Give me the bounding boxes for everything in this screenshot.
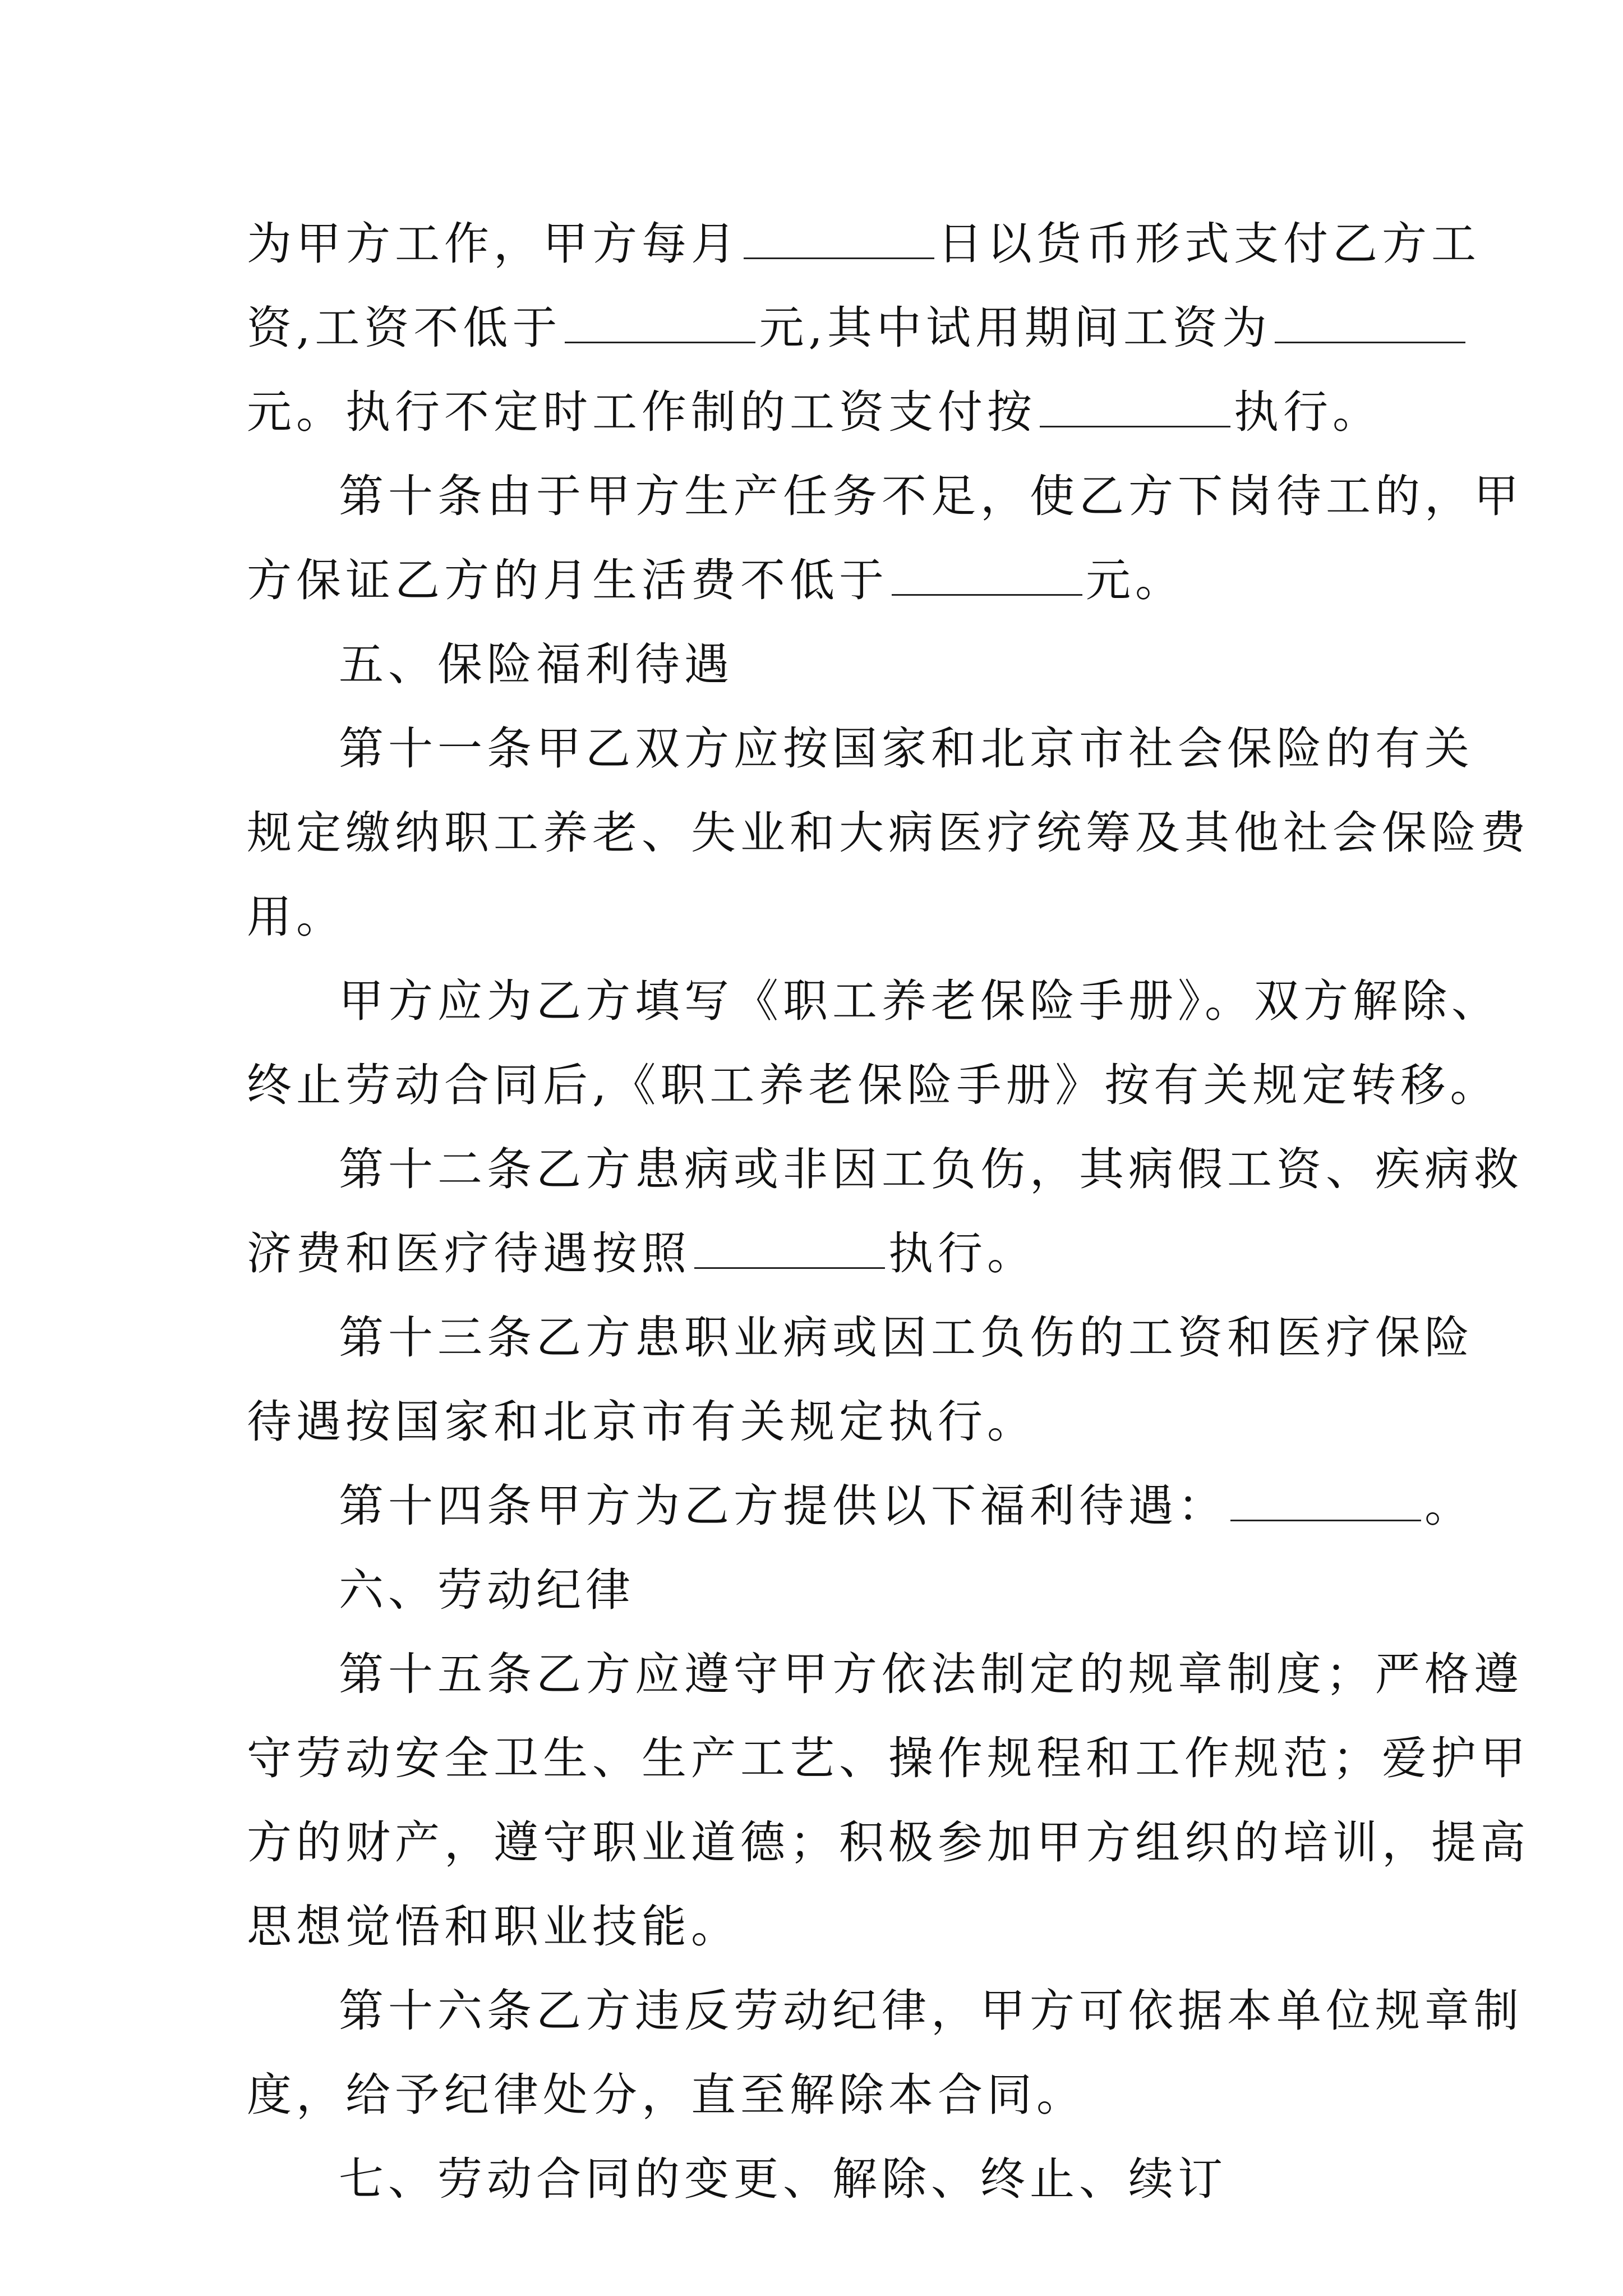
text-line: 甲方应为乙方填写《职工养老保险手册》。双方解除、 xyxy=(339,975,1501,1027)
text-line: 第十五条乙方应遵守甲方依法制定的规章制度；严格遵 xyxy=(339,1648,1523,1700)
fill-blank xyxy=(565,302,755,343)
section-heading: 六、劳动纪律 xyxy=(339,1564,635,1616)
text-segment: 元。执行不定时工作制的工资支付按 xyxy=(247,386,1036,438)
text-line: 守劳动安全卫生、生产工艺、操作规程和工作规范；爱护甲 xyxy=(247,1732,1530,1784)
text-segment: 济费和医疗待遇按照 xyxy=(247,1227,691,1280)
text-line xyxy=(247,553,1184,609)
fill-blank xyxy=(744,218,934,259)
text-line: 用。 xyxy=(247,891,345,943)
text-line: 待遇按国家和北京市有关规定执行。 xyxy=(247,1396,1036,1448)
text-segment: 元,其中试用期间工资为 xyxy=(759,302,1271,354)
text-line xyxy=(247,384,1382,440)
text-segment: 为甲方工作，甲方每月 xyxy=(247,218,740,270)
fill-blank xyxy=(694,1228,885,1269)
text-line: 思想觉悟和职业技能。 xyxy=(247,1901,740,1953)
text-segment: 执行。 xyxy=(888,1227,1036,1280)
text-line: 第十三条乙方患职业病或因工负伤的工资和医疗保险 xyxy=(339,1312,1474,1364)
text-segment: 。 xyxy=(1424,1480,1474,1532)
text-segment: 方保证乙方的月生活费不低于 xyxy=(247,554,888,606)
text-segment: 元。 xyxy=(1086,554,1184,606)
text-line xyxy=(247,300,1380,356)
text-line xyxy=(339,1478,1474,1534)
text-line: 规定缴纳职工养老、失业和大病医疗统筹及其他社会保险费 xyxy=(247,807,1530,859)
fill-blank xyxy=(1230,1480,1421,1521)
fill-blank xyxy=(1275,302,1465,343)
text-line: 第十六条乙方违反劳动纪律，甲方可依据本单位规章制 xyxy=(339,1985,1523,2037)
text-segment: 资,工资不低于 xyxy=(247,302,562,354)
text-segment: 第十四条甲方为乙方提供以下福利待遇： xyxy=(339,1480,1227,1532)
text-line: 第十条由于甲方生产任务不足，使乙方下岗待工的，甲 xyxy=(339,470,1523,522)
text-line: 第十二条乙方患病或非因工负伤，其病假工资、疾病救 xyxy=(339,1143,1523,1195)
text-line xyxy=(247,1226,1036,1282)
section-heading: 七、劳动合同的变更、解除、终止、续订 xyxy=(339,2153,1227,2205)
text-line: 度，给予纪律处分，直至解除本合同。 xyxy=(247,2069,1086,2121)
text-line xyxy=(247,216,1481,272)
text-line: 终止劳动合同后,《职工养老保险手册》按有关规定转移。 xyxy=(247,1059,1500,1111)
section-heading: 五、保险福利待遇 xyxy=(339,638,734,691)
fill-blank xyxy=(892,555,1082,596)
text-line: 第十一条甲乙双方应按国家和北京市社会保险的有关 xyxy=(339,723,1474,775)
text-line: 方的财产，遵守职业道德；积极参加甲方组织的培训，提高 xyxy=(247,1816,1530,1869)
text-segment: 执行。 xyxy=(1234,386,1382,438)
text-segment: 日以货币形式支付乙方工 xyxy=(938,218,1481,270)
fill-blank xyxy=(1040,386,1230,427)
